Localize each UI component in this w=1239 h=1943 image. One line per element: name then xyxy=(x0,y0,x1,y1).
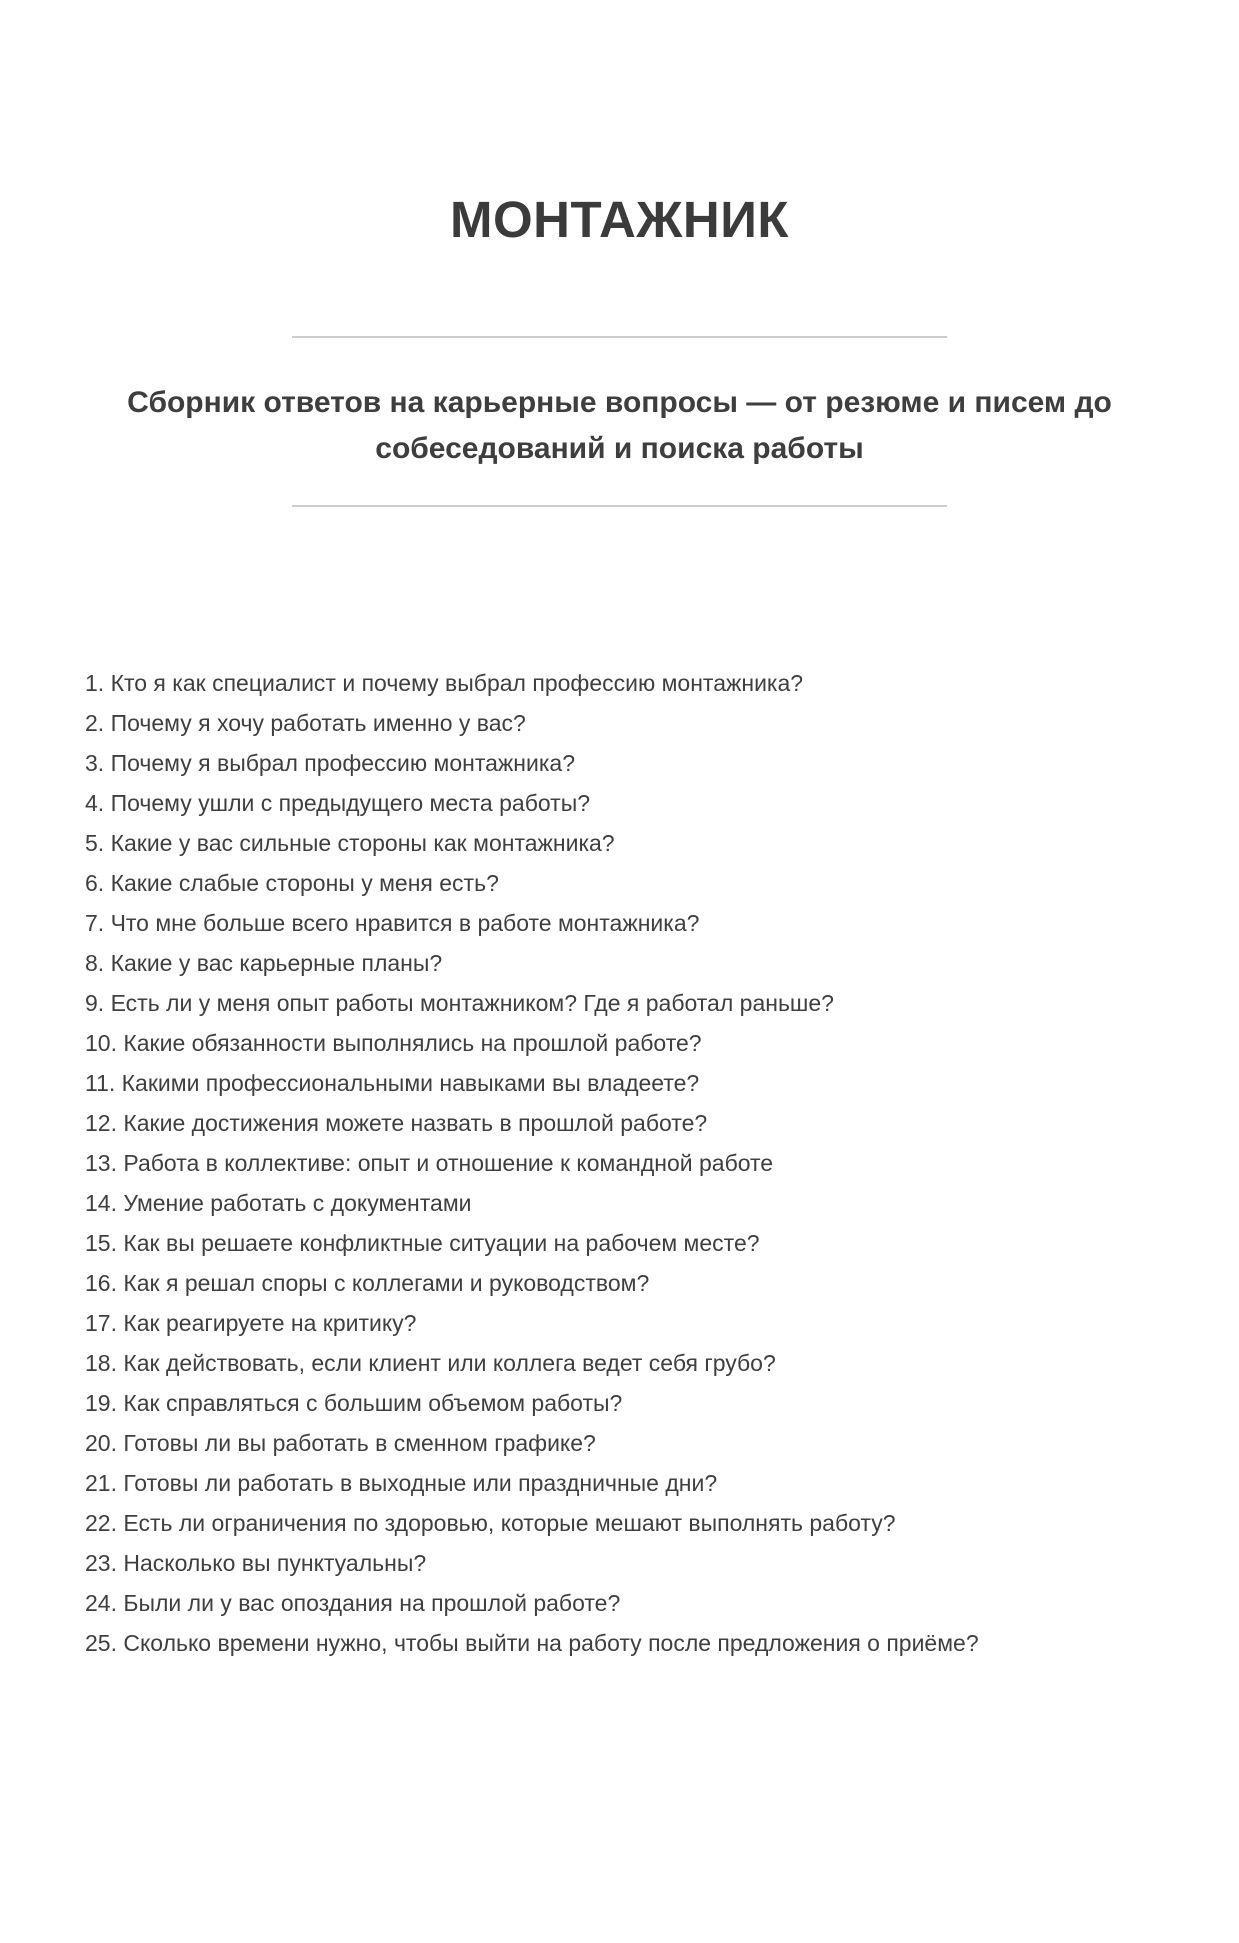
question-item: 17. Как реагируете на критику? xyxy=(85,1310,417,1336)
page-title: МОНТАЖНИК xyxy=(450,191,789,248)
question-item: 2. Почему я хочу работать именно у вас? xyxy=(85,710,526,736)
question-item: 1. Кто я как специалист и почему выбрал профессию монтажника? xyxy=(85,670,804,696)
question-item: 16. Как я решал споры с коллегами и руководством? xyxy=(85,1270,650,1296)
question-item: 22. Есть ли ограничения по здоровью, которые мешают выполнять работу? xyxy=(85,1510,896,1536)
question-item: 11. Какими профессиональными навыками вы владеете? xyxy=(85,1070,700,1096)
question-item: 12. Какие достижения можете назвать в прошлой работе? xyxy=(85,1110,708,1136)
question-item: 23. Насколько вы пунктуальны? xyxy=(85,1550,427,1576)
question-item: 3. Почему я выбрал профессию монтажника? xyxy=(85,750,575,776)
question-item: 18. Как действовать, если клиент или коллега ведет себя грубо? xyxy=(85,1350,776,1376)
question-item: 24. Были ли у вас опоздания на прошлой работе? xyxy=(85,1590,621,1616)
top-divider xyxy=(292,336,947,338)
question-item: 21. Готовы ли работать в выходные или праздничные дни? xyxy=(85,1470,718,1496)
question-item: 25. Сколько времени нужно, чтобы выйти на работу после предложения о приёме? xyxy=(85,1630,979,1656)
question-item: 8. Какие у вас карьерные планы? xyxy=(85,950,443,976)
question-item: 10. Какие обязанности выполнялись на прошлой работе? xyxy=(85,1030,702,1056)
question-item: 9. Есть ли у меня опыт работы монтажником? Где я работал раньше? xyxy=(85,990,834,1016)
document-page xyxy=(0,190,1239,1943)
question-item: 14. Умение работать с документами xyxy=(85,1190,472,1216)
subtitle-line-1: Сборник ответов на карьерные вопросы — от резюме и писем до xyxy=(127,386,1112,419)
question-item: 15. Как вы решаете конфликтные ситуации на рабочем месте? xyxy=(85,1230,760,1256)
page-subtitle xyxy=(0,380,1239,472)
bottom-divider xyxy=(292,505,947,507)
subtitle-line-2: собеседований и поиска работы xyxy=(375,432,864,465)
question-item: 4. Почему ушли с предыдущего места работы? xyxy=(85,790,591,816)
question-item: 5. Какие у вас сильные стороны как монтажника? xyxy=(85,830,615,856)
question-item: 6. Какие слабые стороны у меня есть? xyxy=(85,870,499,896)
question-item: 7. Что мне больше всего нравится в работе монтажника? xyxy=(85,910,700,936)
question-item: 13. Работа в коллективе: опыт и отношение к командной работе xyxy=(85,1150,774,1176)
questions-list xyxy=(0,663,1239,1663)
question-item: 19. Как справляться с большим объемом работы? xyxy=(85,1390,623,1416)
question-item: 20. Готовы ли вы работать в сменном графике? xyxy=(85,1430,596,1456)
